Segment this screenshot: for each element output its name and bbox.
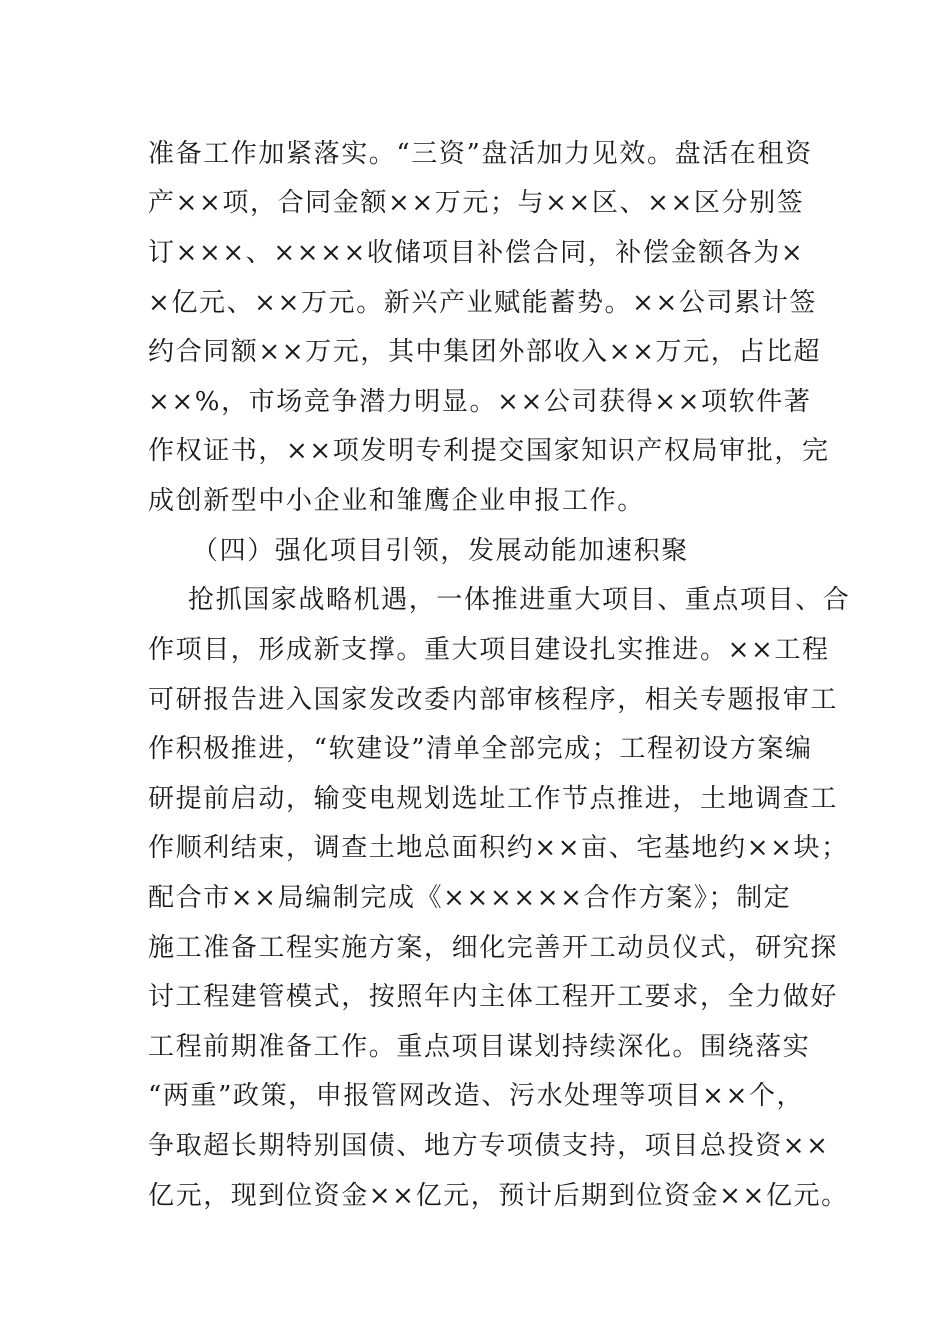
text-line: 争取超长期特别国债、地方专项债支持，项目总投资××: [148, 1131, 830, 1161]
text-line: 作权证书，××项发明专利提交国家知识产权局审批，完: [148, 436, 830, 466]
text-line: 亿元，现到位资金××亿元，预计后期到位资金××亿元。: [148, 1181, 849, 1211]
text-line: 施工准备工程实施方案，细化完善开工动员仪式，研究探: [148, 933, 839, 963]
text-line: 作项目，形成新支撑。重大项目建设扎实推进。××工程: [148, 635, 830, 665]
text-line: 约合同额××万元，其中集团外部收入××万元，占比超: [148, 337, 822, 367]
text-line: 配合市××局编制完成《××××××合作方案》；制定: [148, 883, 792, 913]
text-line: 作顺利结束，调查土地总面积约××亩、宅基地约××块；: [148, 833, 849, 863]
text-line: 可研报告进入国家发改委内部审核程序，相关专题报审工: [148, 685, 839, 715]
text-line: 研提前启动，输变电规划选址工作节点推进，土地调查工: [148, 784, 839, 814]
text-line: 产××项，合同金额××万元；与××区、××区分别签: [148, 188, 805, 218]
text-line: ××%，市场竞争潜力明显。××公司获得××项软件著: [148, 387, 812, 417]
text-line: 讨工程建管模式，按照年内主体工程开工要求，全力做好: [148, 982, 839, 1012]
text-line: 作积极推进，“软建设”清单全部完成；工程初设方案编: [148, 734, 813, 764]
text-line: “两重”政策，申报管网改造、污水处理等项目××个，: [148, 1081, 805, 1111]
section-heading: （四）强化项目引领，发展动能加速积聚: [192, 536, 689, 566]
text-line: 准备工作加紧落实。“三资”盘活加力见效。盘活在租资: [148, 139, 813, 169]
text-line: 订×××、××××收储项目补偿合同，补偿金额各为×: [148, 238, 805, 268]
paragraph-first-line: 抢抓国家战略机遇，一体推进重大项目、重点项目、合: [188, 585, 851, 615]
text-line: 工程前期准备工作。重点项目谋划持续深化。围绕落实: [148, 1032, 811, 1062]
text-line: ×亿元、××万元。新兴产业赋能蓄势。××公司累计签: [148, 288, 817, 318]
text-line: 成创新型中小企业和雏鹰企业申报工作。: [148, 486, 645, 516]
